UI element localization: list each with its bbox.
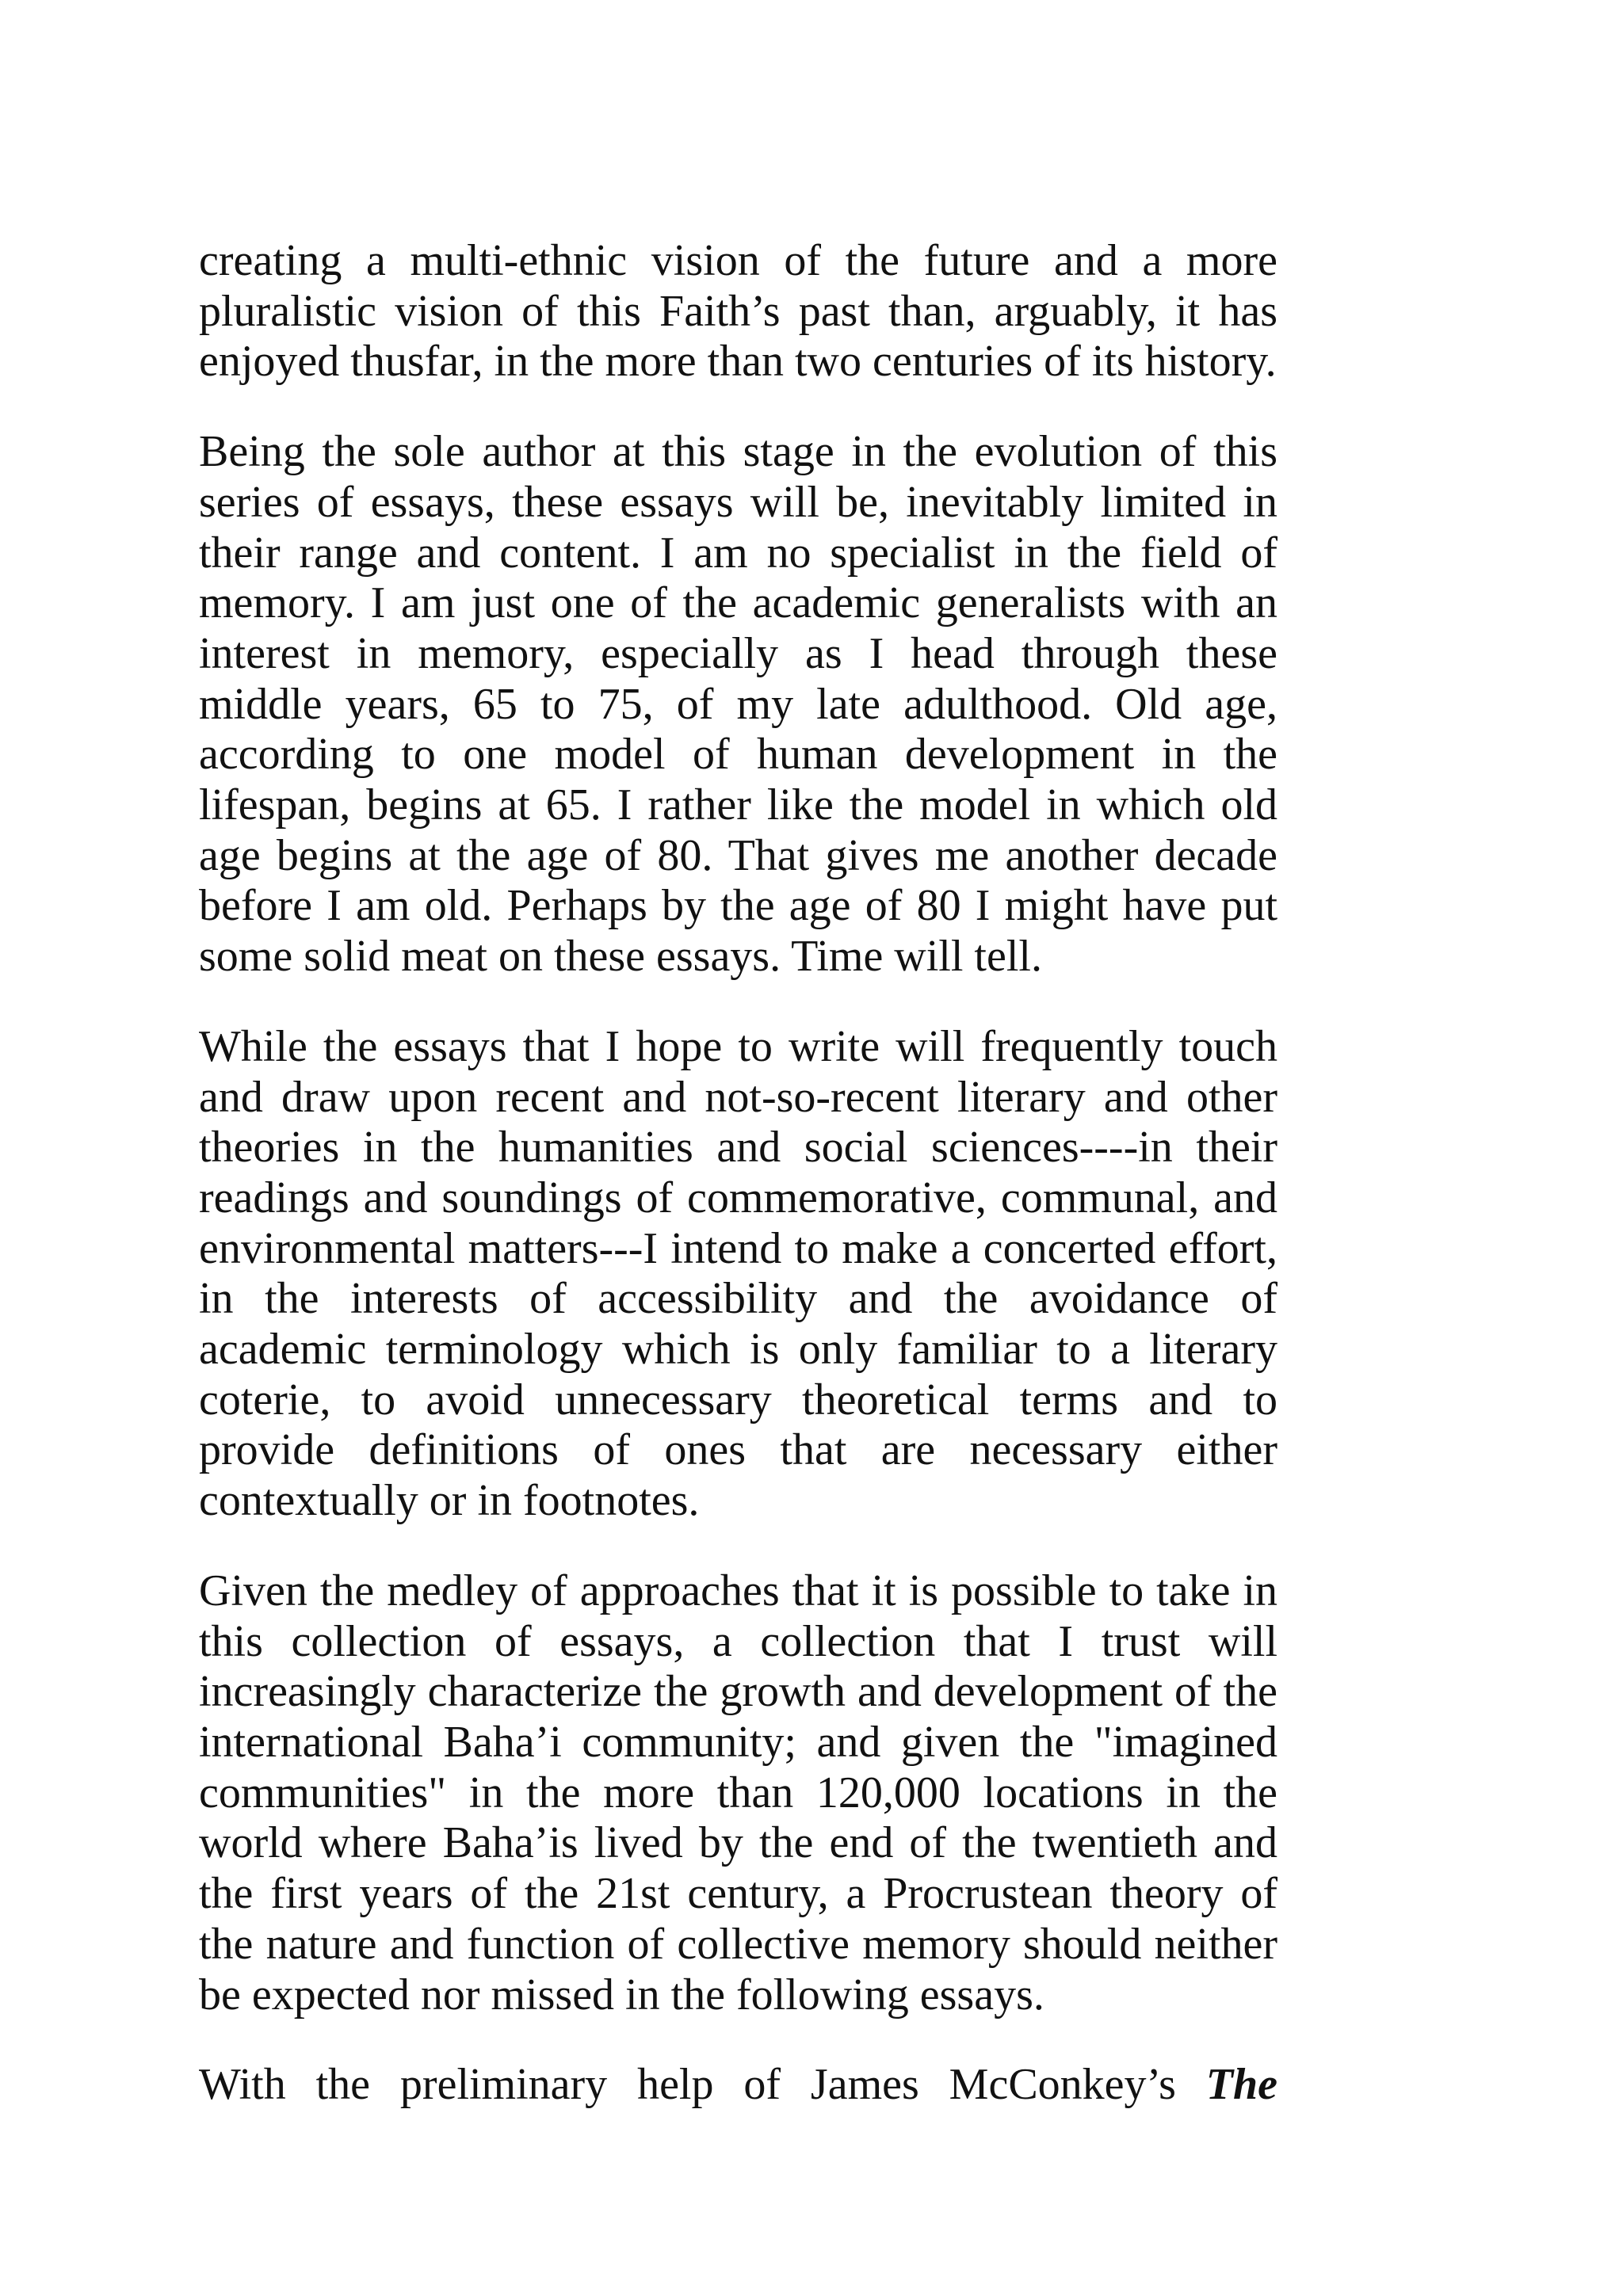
paragraph-5 [199,2060,1277,2111]
book-title-fragment: The [1205,2060,1277,2110]
paragraph-2: Being the sole author at this stage in the evolution of this series of essays, these essays will be, inevitably limited in their range and content. I am no specialist in the field of memory. I am just one of the academic generalists with an interest in memory, especially as I head through these middle years, 65 to 75, of my late adulthood. Old age, according to one model of human development in the lifespan, begins at 65. I rather like the model in which old age begins at the age of 80. That gives me another decade before I am old. Perhaps by the age of 80 I might have put some solid meat on these essays. Time will tell. [199,427,1277,982]
paragraph-4: Given the medley of approaches that it is possible to take in this collection of essays, a collection that I trust will increasingly characterize the growth and development of the international Baha’i community; and given the "imagined communities" in the more than 120,000 locations in the world where Baha’is lived by the end of the twentieth and the first years of the 21st century, a Procrustean theory of the nature and function of collective memory should neither be expected nor missed in the following essays. [199,1566,1277,2019]
paragraph-5-text: With the preliminary help of James McConkey’s [199,2060,1206,2110]
paragraph-3: While the essays that I hope to write will frequently touch and draw upon recent and not-so-recent literary and other theories in the humanities and social sciences----in their readings and soundings of commemorative, communal, and environmental matters---I intend to make a concerted effort, in the interests of accessibility and the avoidance of academic terminology which is only familiar to a literary coterie, to avoid unnecessary theoretical terms and to provide definitions of ones that are necessary either contextually or in footnotes. [199,1021,1277,1526]
body-text [199,236,1277,2111]
paragraph-1: creating a multi-ethnic vision of the future and a more pluralistic vision of this Faith’s past than, arguably, it has enjoyed thusfar, in the more than two centuries of its history. [199,236,1277,387]
